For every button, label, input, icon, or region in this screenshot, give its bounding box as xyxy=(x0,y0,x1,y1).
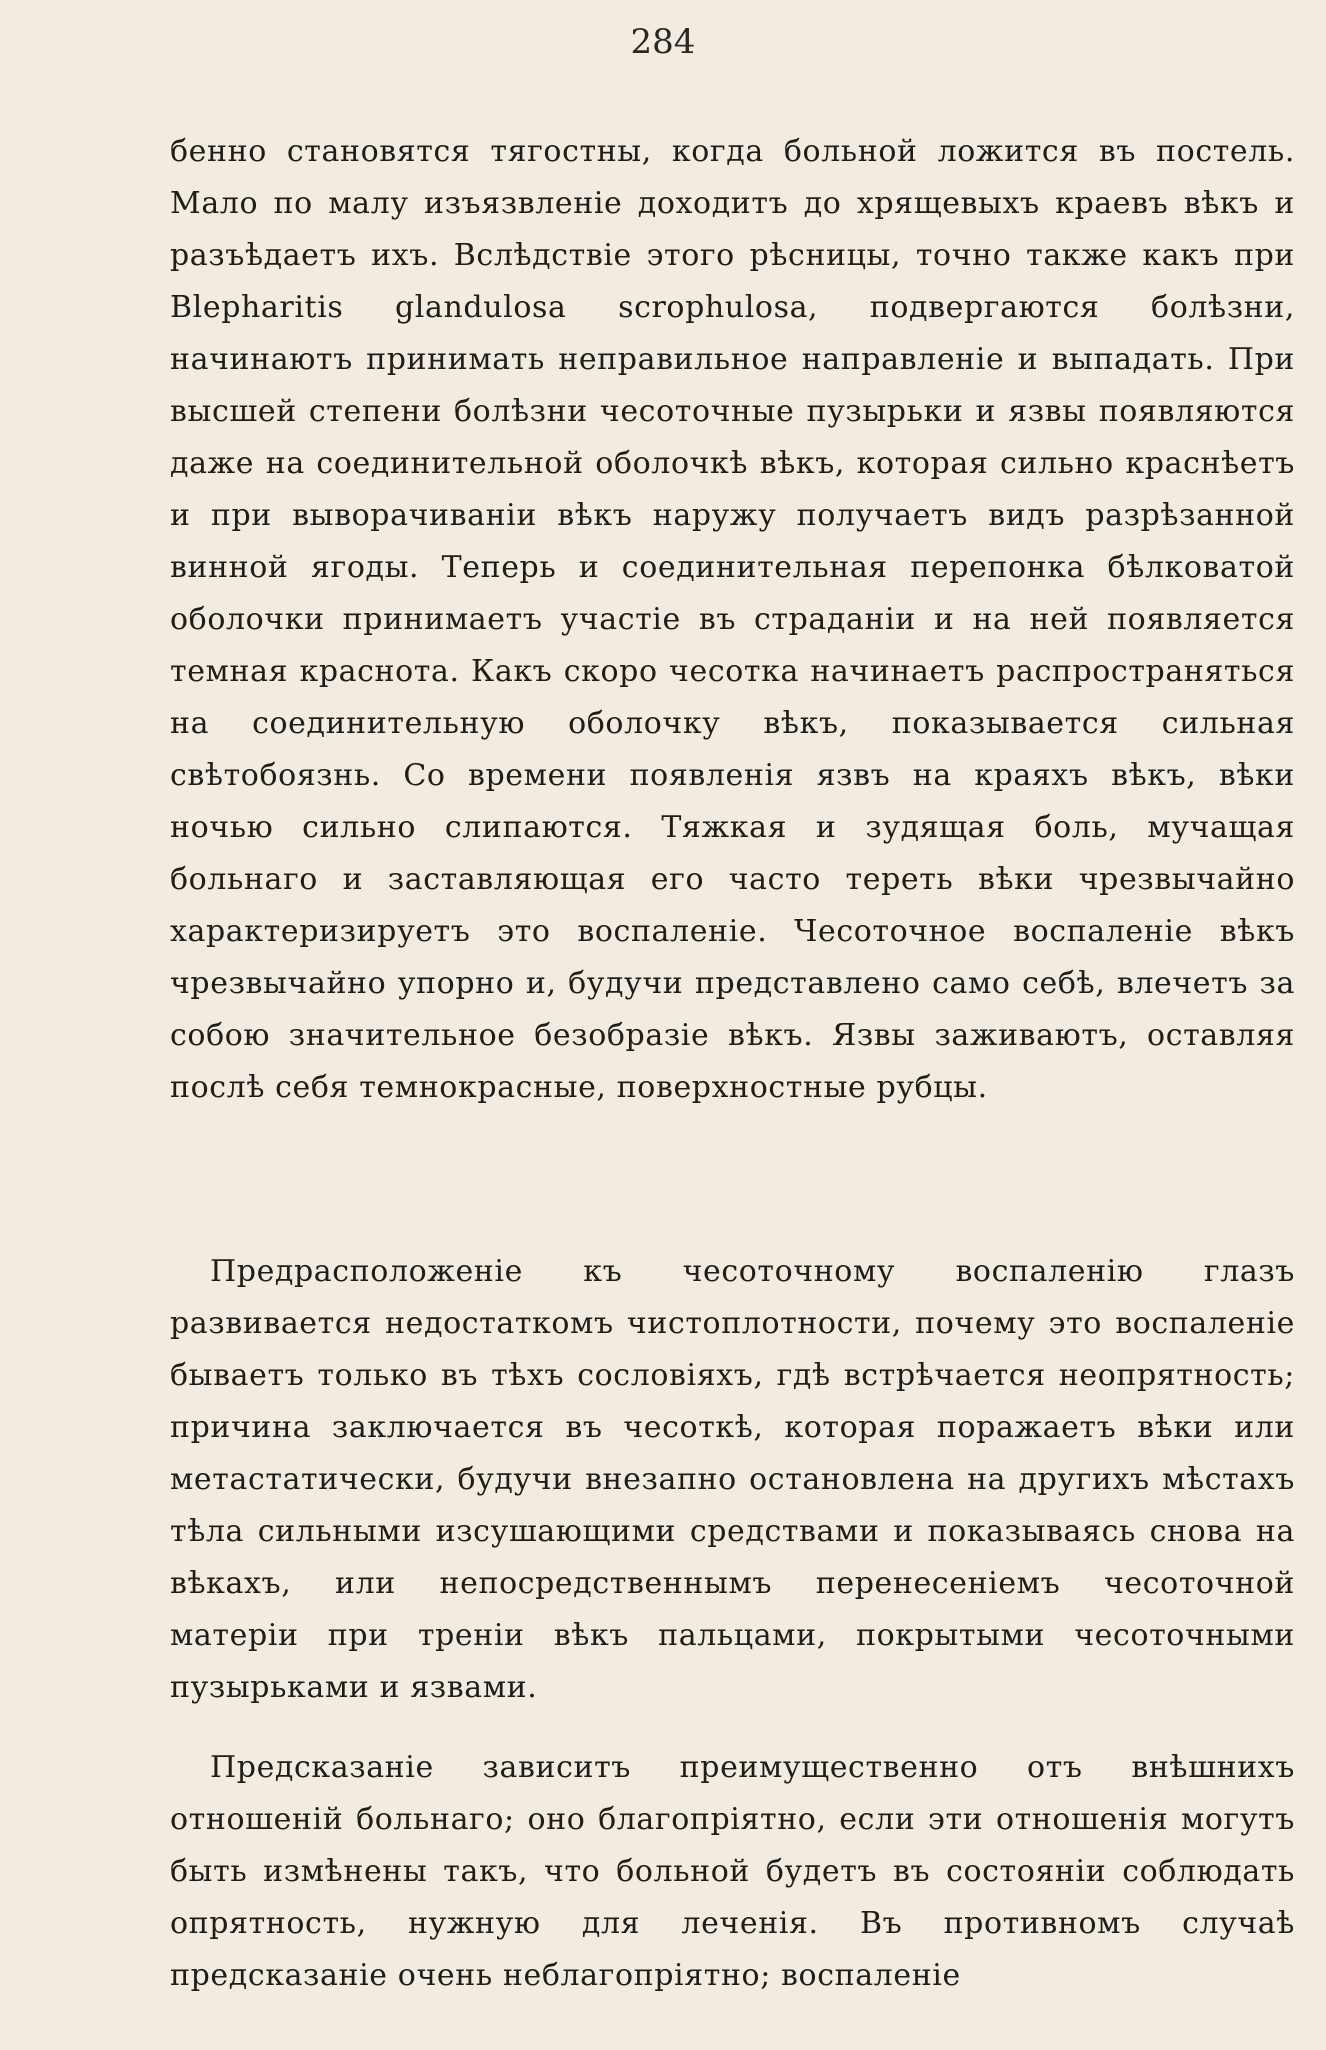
paragraph-predisposition: Предрасположеніе къ чесоточному воспаленію глазъ развивается недостаткомъ чистоплотности, почему это воспаленіе бываетъ только въ тѣхъ сословіяхъ, гдѣ встрѣчается неопрятность; причина заключается въ чесоткѣ, которая поражаетъ вѣки или метастатически, будучи внезапно остановлена на другихъ мѣстахъ тѣла сильными изсушающими средствами и показываясь снова на вѣкахъ, или непосредственнымъ перенесеніемъ чесоточной матеріи при треніи вѣкъ пальцами, покрытыми чесоточными пузырьками и язвами. xyxy=(170,1254,1295,1705)
page-number: 284 xyxy=(630,22,696,62)
paragraph-prognosis: Предсказаніе зависитъ преимущественно отъ внѣшнихъ отношеній больнаго; оно благопріятно, если эти отношенія могутъ быть измѣнены такъ, что больной будетъ въ состояніи соблюдать опрятность, нужную для леченія. Въ противномъ случаѣ предсказаніе очень неблагопріятно; воспаленіе xyxy=(170,1750,1295,1993)
paragraph-symptoms: бенно становятся тягостны, когда больной ложится въ постель. Мало по малу изъязвленіе доходитъ до хрящевыхъ краевъ вѣкъ и разъѣдаетъ ихъ. Вслѣдствіе этого рѣсницы, точно также какъ при Blepharitis glandulosa scrophulosa, подвергаются болѣзни, начинаютъ принимать неправильное направленіе и выпадать. При высшей степени болѣзни чесоточные пузырьки и язвы появляются даже на соединительной оболочкѣ вѣкъ, которая сильно краснѣетъ и при выворачиваніи вѣкъ наружу получаетъ видъ разрѣзанной винной ягоды. Теперь и соединительная перепонка бѣлковатой оболочки принимаетъ участіе въ страданіи и на ней появляется темная краснота. Какъ скоро чесотка начинаетъ распространяться на соединительную оболочку вѣкъ, показывается сильная свѣтобоязнь. Со времени появленія язвъ на краяхъ вѣкъ, вѣки ночью сильно слипаются. Тяжкая и зудящая боль, мучащая больнаго и заставляющая его часто тереть вѣки чрезвычайно характеризируетъ это воспаленіе. Чесоточное воспаленіе вѣкъ чрезвычайно упорно и, будучи представлено само себѣ, влечетъ за собою значительное безобразіе вѣкъ. Язвы заживаютъ, оставляя послѣ себя темнокрасные, поверхностные рубцы. xyxy=(170,134,1295,1105)
